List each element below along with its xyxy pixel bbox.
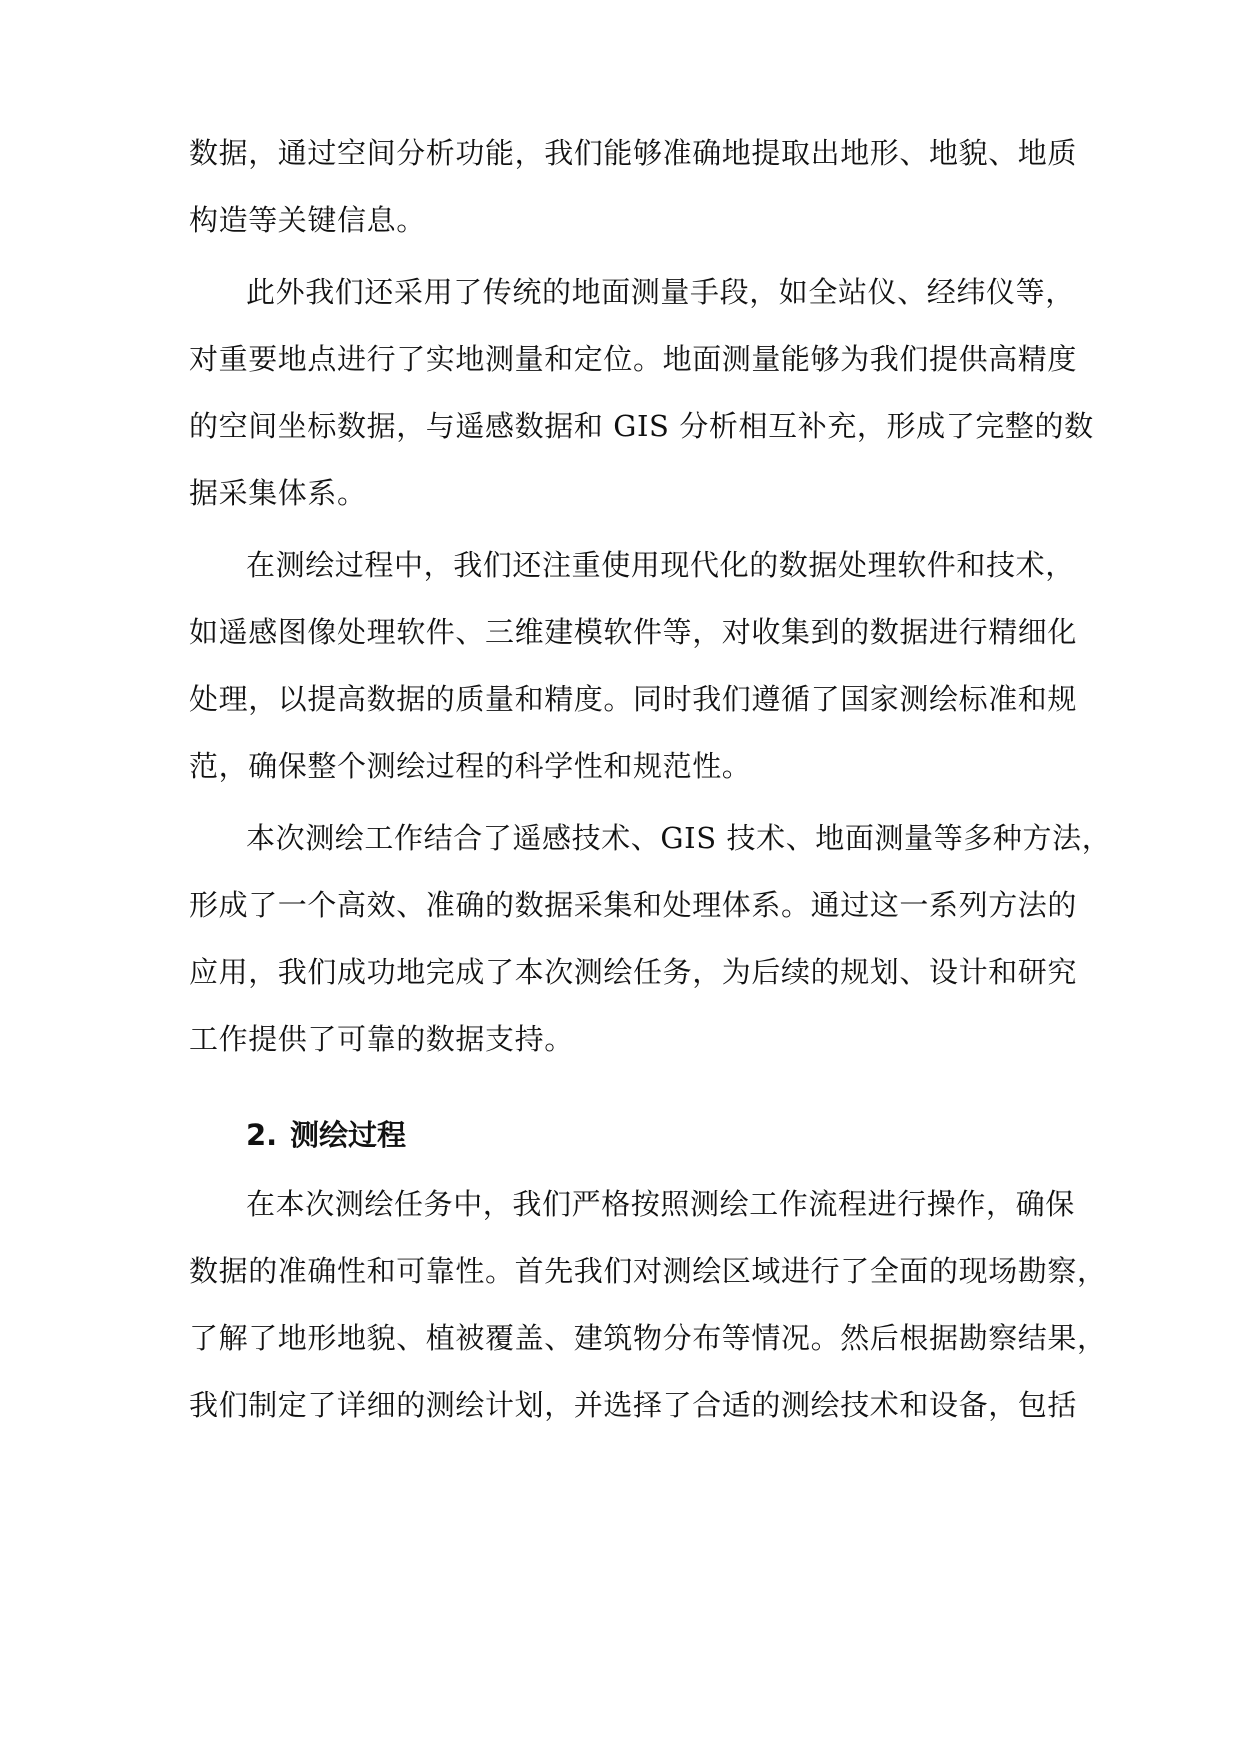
paragraph-3-line-3: 处理，以提高数据的质量和精度。同时我们遵循了国家测绘标准和规	[189, 682, 1078, 716]
paragraph-2-line-1: 此外我们还采用了传统的地面测量手段，如全站仪、经纬仪等，	[246, 275, 1075, 309]
paragraph-1-line-2: 构造等关键信息。	[189, 203, 426, 237]
paragraph-3-line-1: 在测绘过程中，我们还注重使用现代化的数据处理软件和技术，	[246, 548, 1075, 582]
section-heading	[246, 1113, 406, 1157]
paragraph-3-line-2: 如遥感图像处理软件、三维建模软件等，对收集到的数据进行精细化	[189, 615, 1078, 649]
paragraph-5-line-3: 了解了地形地貌、植被覆盖、建筑物分布等情况。然后根据勘察结果，	[189, 1321, 1107, 1355]
paragraph-5-line-1: 在本次测绘任务中，我们严格按照测绘工作流程进行操作，确保	[246, 1187, 1075, 1221]
section-title: 测绘过程	[290, 1118, 407, 1152]
paragraph-3-line-4: 范，确保整个测绘过程的科学性和规范性。	[189, 749, 752, 783]
paragraph-2-line-3: 的空间坐标数据，与遥感数据和 GIS 分析相互补充，形成了完整的数	[189, 409, 1094, 443]
paragraph-2-line-4: 据采集体系。	[189, 476, 367, 510]
paragraph-5-line-4: 我们制定了详细的测绘计划，并选择了合适的测绘技术和设备，包括	[189, 1388, 1078, 1422]
paragraph-2-line-2: 对重要地点进行了实地测量和定位。地面测量能够为我们提供高精度	[189, 342, 1078, 376]
paragraph-4-line-3: 应用，我们成功地完成了本次测绘任务，为后续的规划、设计和研究	[189, 955, 1078, 989]
paragraph-1-line-1: 数据，通过空间分析功能，我们能够准确地提取出地形、地貌、地质	[189, 136, 1078, 170]
paragraph-4-line-1: 本次测绘工作结合了遥感技术、GIS 技术、地面测量等多种方法，	[246, 821, 1112, 855]
paragraph-5-line-2: 数据的准确性和可靠性。首先我们对测绘区域进行了全面的现场勘察，	[189, 1254, 1107, 1288]
section-number: 2.	[246, 1118, 278, 1152]
paragraph-4-line-2: 形成了一个高效、准确的数据采集和处理体系。通过这一系列方法的	[189, 888, 1078, 922]
paragraph-4-line-4: 工作提供了可靠的数据支持。	[189, 1022, 574, 1056]
